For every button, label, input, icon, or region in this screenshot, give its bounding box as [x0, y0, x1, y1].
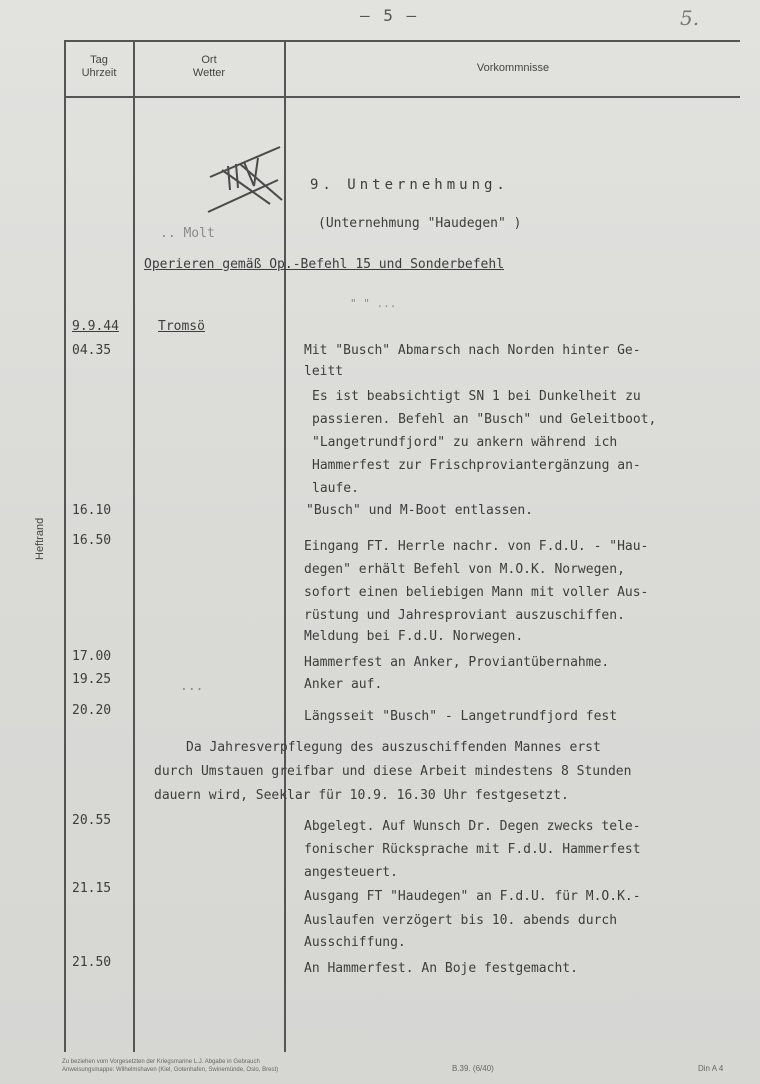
- header-tag-uhrzeit: Tag Uhrzeit: [81, 54, 117, 79]
- corner-page-mark: 5.: [680, 6, 700, 30]
- entry-text-line: Abgelegt. Auf Wunsch Dr. Degen zwecks tele-: [304, 819, 641, 834]
- entry-time: 16.10: [72, 503, 112, 518]
- entry-text-line: rüstung und Jahresproviant auszuschiffen.: [304, 608, 625, 623]
- margin-label: Heftrand: [34, 517, 46, 560]
- entry-text-line: Ausschiffung.: [304, 935, 406, 950]
- entry-time: 16.50: [72, 533, 112, 548]
- section-title: 9. Unternehmung.: [310, 177, 509, 193]
- entry-text-line: Mit "Busch" Abmarsch nach Norden hinter Ge-: [304, 343, 641, 358]
- entry-text-line: An Hammerfest. An Boje festgemacht.: [304, 961, 578, 976]
- entry-time: 21.50: [72, 955, 112, 970]
- entry-text-line: Längsseit "Busch" - Langetrundfjord fest: [304, 709, 618, 724]
- entry-time: 19.25: [72, 672, 112, 687]
- entry-text-line: Auslaufen verzögert bis 10. abends durch: [304, 913, 618, 928]
- entry-text-line: Meldung bei F.d.U. Norwegen.: [304, 629, 524, 644]
- paragraph-line: dauern wird, Seeklar für 10.9. 16.30 Uhr festgesetzt.: [154, 788, 569, 803]
- entry-time: 04.35: [72, 343, 112, 358]
- entry-text-line: leitt: [304, 364, 344, 379]
- entry-time: 20.55: [72, 813, 112, 828]
- entry-text-line: sofort einen beliebigen Mann mit voller Aus-: [304, 585, 649, 600]
- table-header-border: [64, 96, 740, 98]
- entry-place: Tromsö: [158, 319, 205, 334]
- entry-text-line: "Langetrundfjord" zu ankern während ich: [312, 435, 618, 450]
- column-divider-1: [133, 40, 135, 1052]
- crossed-out-stamp-icon: [200, 142, 290, 222]
- table-left-border: [64, 40, 66, 1052]
- entry-text-line: angesteuert.: [304, 865, 398, 880]
- entry-date: 9.9.44: [72, 319, 119, 334]
- footer-line-2: Anweisungsmappe: Wilhelmshaven (Kiel, Gotenhafen, Swinemünde, Oslo, Brest): [62, 1067, 279, 1073]
- faint-line: " " ...: [350, 297, 397, 310]
- entry-text-line: laufe.: [312, 481, 359, 496]
- entry-text-line: passieren. Befehl an "Busch" und Geleitboot,: [312, 412, 657, 427]
- entry-time: 21.15: [72, 881, 112, 896]
- left-note: .. Molt: [160, 226, 215, 241]
- entry-text-line: Eingang FT. Herrle nachr. von F.d.U. - "Hau-: [304, 539, 649, 554]
- order-line: Operieren gemäß Op.-Befehl 15 und Sonderbefehl: [144, 257, 505, 272]
- entry-text-line: degen" erhält Befehl von M.O.K. Norwegen,: [304, 562, 625, 577]
- header-ort-wetter: Ort Wetter: [192, 54, 226, 79]
- section-subtitle: (Unternehmung "Haudegen" ): [318, 216, 522, 231]
- entry-text-line: Ausgang FT "Haudegen" an F.d.U. für M.O.K.-: [304, 889, 641, 904]
- entry-text-line: Hammerfest zur Frischproviantergänzung an-: [312, 458, 641, 473]
- entry-time: 20.20: [72, 703, 112, 718]
- entry-text-line: Es ist beabsichtigt SN 1 bei Dunkelheit zu: [312, 389, 641, 404]
- page-number: — 5 —: [360, 6, 419, 25]
- footer-paper-size: Din A 4: [698, 1064, 724, 1073]
- footer-line-1: Zu beziehen vom Vorgesetzten der Kriegsmarine L.J. Abgabe in Gebrauch: [62, 1059, 260, 1065]
- entry-time: 17.00: [72, 649, 112, 664]
- entry-text-line: fonischer Rücksprache mit F.d.U. Hammerfest: [304, 842, 641, 857]
- entry-text-line: Anker auf.: [304, 677, 383, 692]
- entry-place: ...: [180, 679, 204, 694]
- paragraph-line: Da Jahresverpflegung des auszuschiffenden Mannes erst: [186, 740, 601, 755]
- footer-form-number: B.39. (6/40): [452, 1064, 494, 1073]
- entry-text-line: "Busch" und M-Boot entlassen.: [306, 503, 533, 518]
- entry-text-line: Hammerfest an Anker, Proviantübernahme.: [304, 655, 610, 670]
- header-vorkommnisse: Vorkommnisse: [476, 62, 550, 74]
- paragraph-line: durch Umstauen greifbar und diese Arbeit mindestens 8 Stunden: [154, 764, 632, 779]
- table-top-border: [64, 40, 740, 42]
